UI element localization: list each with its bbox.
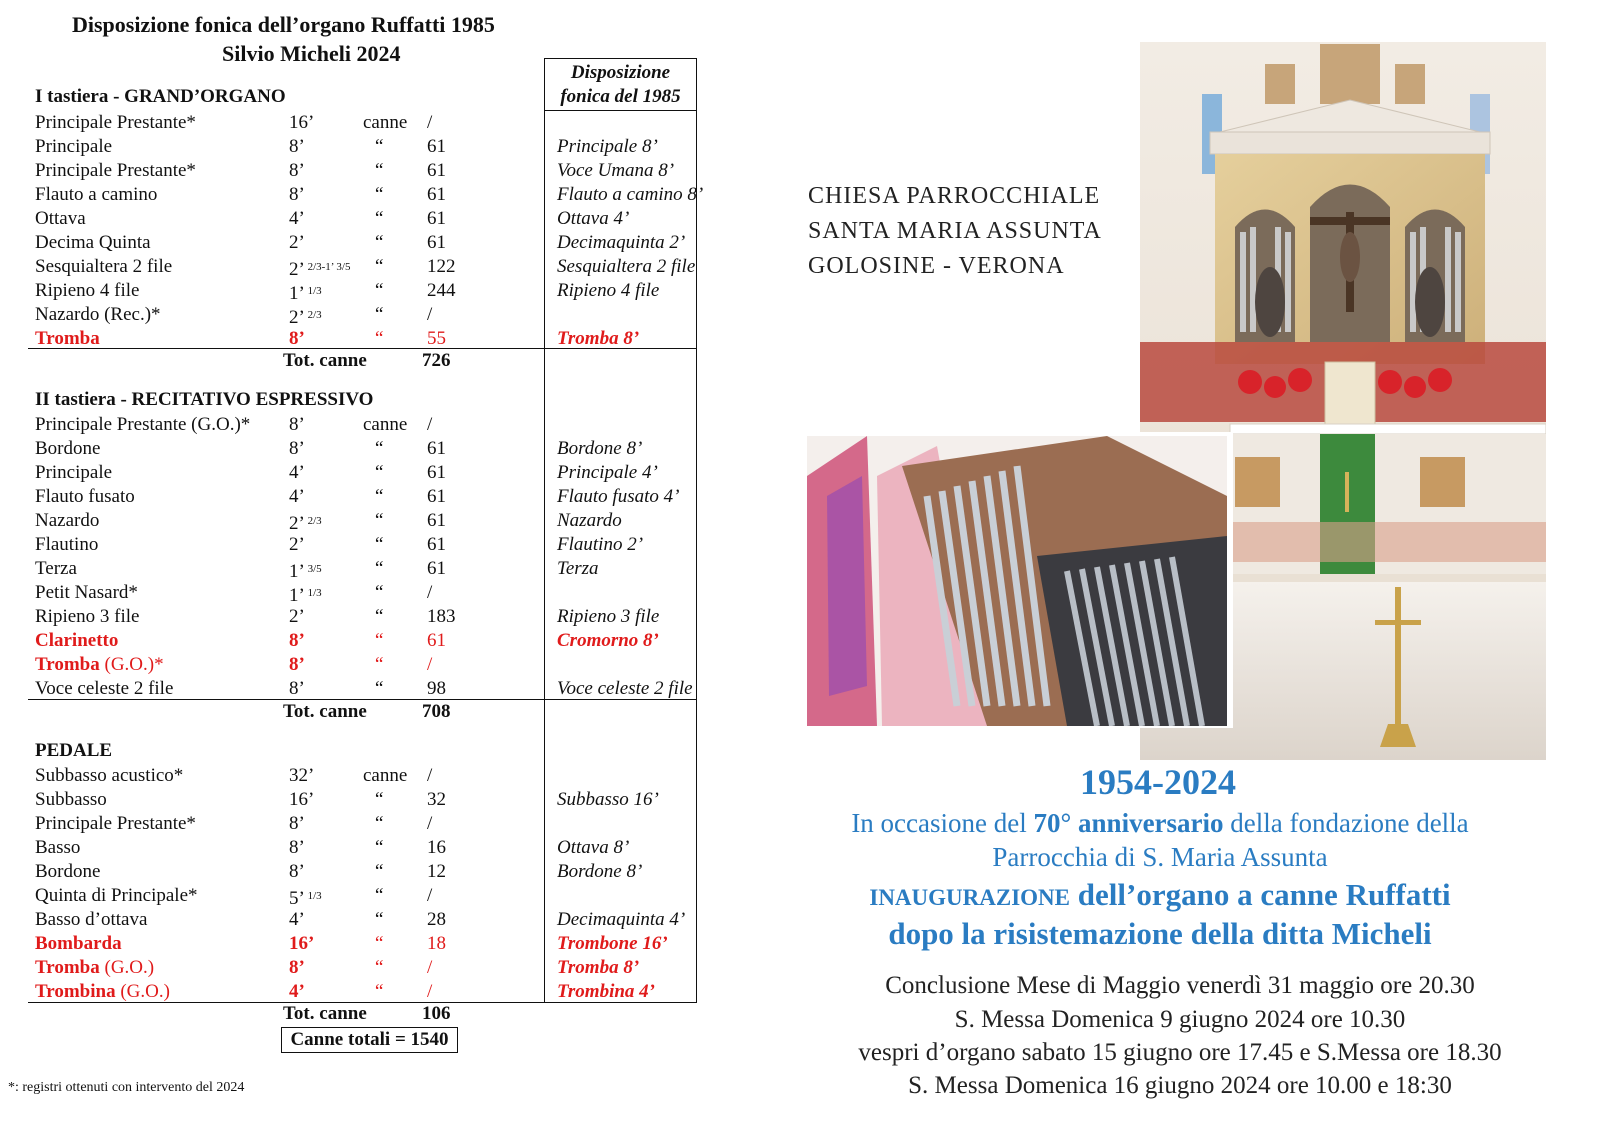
manual1-total-label: Tot. canne <box>283 350 367 371</box>
register-name: Tromba (G.O.) <box>35 957 155 978</box>
anniversary-pre: In occasione del <box>851 808 1034 838</box>
register-1985: Flauto a camino 8’ <box>557 184 704 205</box>
register-pipe-count: / <box>427 957 433 978</box>
register-row <box>35 461 715 485</box>
register-unit: “ <box>375 304 384 325</box>
register-pipe-count: 61 <box>427 510 446 531</box>
register-1985: Bordone 8’ <box>557 438 643 459</box>
register-feet: 8’ <box>289 328 305 349</box>
register-name: Principale Prestante (G.O.)* <box>35 414 251 435</box>
register-unit: “ <box>375 558 384 579</box>
register-1985: Ripieno 3 file <box>557 606 660 627</box>
register-name: Bordone <box>35 861 101 882</box>
register-row <box>35 111 715 135</box>
register-unit: canne <box>363 414 408 435</box>
register-name: Quinta di Principale* <box>35 885 198 906</box>
register-pipe-count: / <box>427 304 433 325</box>
church-line-3: GOLOSINE - VERONA <box>808 253 1065 279</box>
register-row <box>35 509 715 533</box>
register-pipe-count: 61 <box>427 558 446 579</box>
register-1985: Cromorno 8’ <box>557 630 659 651</box>
register-pipe-count: 61 <box>427 462 446 483</box>
register-feet: 8’ <box>289 438 305 459</box>
register-unit: “ <box>375 789 384 810</box>
register-row <box>35 677 715 701</box>
inauguration-line-2: dopo la risistemazione della ditta Micheli <box>888 916 1432 951</box>
register-feet: 32’ <box>289 765 315 786</box>
register-1985: Principale 4’ <box>557 462 658 483</box>
anniversary-post: della fondazione della <box>1223 808 1469 838</box>
register-pipe-count: / <box>427 112 433 133</box>
register-name: Clarinetto <box>35 630 119 651</box>
register-unit: “ <box>375 510 384 531</box>
register-pipe-count: 183 <box>427 606 456 627</box>
register-1985: Ripieno 4 file <box>557 280 660 301</box>
register-name: Bordone <box>35 438 101 459</box>
footnote: *: registri ottenuti con intervento del 2024 <box>8 1080 245 1095</box>
inauguration-caps: INAUGURAZIONE <box>869 885 1071 910</box>
register-row <box>35 485 715 509</box>
register-name: Nazardo <box>35 510 100 531</box>
register-feet: 8’ <box>289 414 305 435</box>
register-unit: “ <box>375 813 384 834</box>
register-feet: 8’ <box>289 837 305 858</box>
register-name: Bombarda <box>35 933 122 954</box>
register-1985: Sesquialtera 2 file <box>557 256 696 277</box>
register-name-suffix: (G.O.)* <box>99 654 164 675</box>
register-unit: “ <box>375 438 384 459</box>
register-feet: 8’ <box>289 630 305 651</box>
register-pipe-count: 122 <box>427 256 456 277</box>
register-name-suffix: (G.O.) <box>115 981 170 1002</box>
register-row <box>35 279 715 303</box>
register-feet-fraction: 1/3 <box>304 587 322 599</box>
register-row <box>35 581 715 605</box>
register-feet: 2’ $^{2/3}$ <box>289 513 322 534</box>
register-1985: Flautino 2’ <box>557 534 644 555</box>
title-line-2: Silvio Micheli 2024 <box>222 41 401 66</box>
register-row <box>35 605 715 629</box>
register-feet: 8’ <box>289 654 305 675</box>
register-row <box>35 231 715 255</box>
register-row <box>35 836 715 860</box>
manual1-title: I tastiera - GRAND’ORGANO <box>35 86 286 107</box>
organ-photo <box>807 432 1233 728</box>
register-name: Decima Quinta <box>35 232 151 253</box>
register-pipe-count: 61 <box>427 486 446 507</box>
register-pipe-count: 61 <box>427 232 446 253</box>
register-pipe-count: / <box>427 654 433 675</box>
register-unit: “ <box>375 957 384 978</box>
register-1985: Principale 8’ <box>557 136 658 157</box>
register-unit: “ <box>375 184 384 205</box>
register-row <box>35 908 715 932</box>
register-unit: canne <box>363 112 408 133</box>
register-1985: Ottava 8’ <box>557 837 630 858</box>
schedule-4: S. Messa Domenica 16 giugno 2024 ore 10.00 e 18:30 <box>908 1072 1452 1099</box>
register-1985: Decimaquinta 4’ <box>557 909 686 930</box>
register-name: Basso d’ottava <box>35 909 148 930</box>
register-feet: 8’ <box>289 678 305 699</box>
register-name: Flauto fusato <box>35 486 135 507</box>
register-feet: 8’ <box>289 136 305 157</box>
register-unit: “ <box>375 885 384 906</box>
register-unit: “ <box>375 328 384 349</box>
register-row <box>35 207 715 231</box>
title-line-1: Disposizione fonica dell’organo Ruffatti 1985 <box>72 12 495 37</box>
register-name: Petit Nasard* <box>35 582 138 603</box>
register-feet: 4’ <box>289 486 305 507</box>
register-pipe-count: / <box>427 885 433 906</box>
manual2-title: II tastiera - RECITATIVO ESPRESSIVO <box>35 389 374 410</box>
register-row <box>35 653 715 677</box>
register-feet: 2’ <box>289 232 305 253</box>
manual2-total: 708 <box>422 701 451 722</box>
church-line-2: SANTA MARIA ASSUNTA <box>808 218 1102 244</box>
register-unit: “ <box>375 232 384 253</box>
register-unit: “ <box>375 462 384 483</box>
register-feet: 5’ $^{1/3}$ <box>289 888 322 909</box>
pedal-title: PEDALE <box>35 740 113 761</box>
pedal-total-label: Tot. canne <box>283 1003 367 1024</box>
register-unit: “ <box>375 861 384 882</box>
register-row <box>35 629 715 653</box>
grand-total-box: Canne totali = 1540 <box>281 1027 458 1053</box>
register-row <box>35 788 715 812</box>
register-1985: Subbasso 16’ <box>557 789 659 810</box>
register-row <box>35 764 715 788</box>
register-name-suffix: (G.O.) <box>99 957 155 978</box>
register-feet: 4’ <box>289 981 305 1002</box>
register-feet: 4’ <box>289 462 305 483</box>
schedule-3: vespri d’organo sabato 15 giugno ore 17.45 e S.Messa ore 18.30 <box>858 1039 1502 1066</box>
register-feet-fraction: 2/3 <box>304 309 322 321</box>
register-pipe-count: / <box>427 765 433 786</box>
register-name: Principale Prestante* <box>35 160 196 181</box>
register-pipe-count: 61 <box>427 208 446 229</box>
register-pipe-count: 61 <box>427 438 446 459</box>
register-feet: 1’ $^{1/3}$ <box>289 283 322 304</box>
register-feet: 4’ <box>289 909 305 930</box>
register-1985: Bordone 8’ <box>557 861 643 882</box>
register-name: Subbasso <box>35 789 107 810</box>
register-feet-fraction: 1/3 <box>304 890 322 902</box>
register-pipe-count: / <box>427 414 433 435</box>
register-feet-fraction: 1/3 <box>304 285 322 297</box>
register-pipe-count: 32 <box>427 789 446 810</box>
register-row <box>35 413 715 437</box>
register-name: Flautino <box>35 534 99 555</box>
years-heading: 1954-2024 <box>1080 762 1236 802</box>
register-unit: “ <box>375 933 384 954</box>
manual2-total-label: Tot. canne <box>283 701 367 722</box>
register-pipe-count: 18 <box>427 933 446 954</box>
register-feet: 16’ <box>289 112 315 133</box>
register-1985: Voce Umana 8’ <box>557 160 675 181</box>
register-feet: 8’ <box>289 813 305 834</box>
register-unit: “ <box>375 678 384 699</box>
register-1985: Tromba 8’ <box>557 328 640 349</box>
register-name: Flauto a camino <box>35 184 158 205</box>
inauguration-rest: dell’organo a canne Ruffatti <box>1070 877 1451 912</box>
register-unit: “ <box>375 280 384 301</box>
register-pipe-count: 61 <box>427 630 446 651</box>
register-feet-fraction: 2/3-1’ 3/5 <box>304 261 351 273</box>
register-row <box>35 159 715 183</box>
register-name: Principale Prestante* <box>35 813 196 834</box>
inauguration-line-1 <box>780 877 1540 913</box>
register-feet: 8’ <box>289 160 305 181</box>
register-1985: Ottava 4’ <box>557 208 630 229</box>
pedal-total: 106 <box>422 1003 451 1024</box>
register-row <box>35 557 715 581</box>
anniversary-line <box>790 808 1530 839</box>
manual2-rule <box>28 699 697 700</box>
church-line-1: CHIESA PARROCCHIALE <box>808 183 1101 209</box>
register-pipe-count: / <box>427 981 433 1002</box>
register-feet: 8’ <box>289 957 305 978</box>
register-pipe-count: 61 <box>427 184 446 205</box>
register-feet: 2’ <box>289 534 305 555</box>
register-name: Nazardo (Rec.)* <box>35 304 161 325</box>
register-name: Principale <box>35 462 113 483</box>
register-1985: Trombina 4’ <box>557 981 655 1002</box>
register-unit: “ <box>375 582 384 603</box>
register-pipe-count: 28 <box>427 909 446 930</box>
schedule-2: S. Messa Domenica 9 giugno 2024 ore 10.30 <box>954 1006 1406 1033</box>
register-pipe-count: 61 <box>427 136 446 157</box>
register-row <box>35 303 715 327</box>
register-unit: “ <box>375 160 384 181</box>
register-feet-fraction: 2/3 <box>304 515 322 527</box>
register-feet: 16’ <box>289 933 315 954</box>
register-unit: “ <box>375 208 384 229</box>
register-pipe-count: 61 <box>427 534 446 555</box>
register-1985: Terza <box>557 558 599 579</box>
register-feet: 1’ $^{1/3}$ <box>289 585 322 606</box>
register-feet-fraction: 3/5 <box>304 563 322 575</box>
register-name: Ripieno 4 file <box>35 280 140 301</box>
register-row <box>35 860 715 884</box>
register-feet: 2’ <box>289 606 305 627</box>
register-unit: “ <box>375 837 384 858</box>
register-1985: Decimaquinta 2’ <box>557 232 686 253</box>
register-row <box>35 183 715 207</box>
register-unit: “ <box>375 654 384 675</box>
register-name: Trombina (G.O.) <box>35 981 170 1002</box>
register-row <box>35 884 715 908</box>
register-feet: 1’ $^{3/5}$ <box>289 561 322 582</box>
register-unit: “ <box>375 534 384 555</box>
register-feet: 2’ $^{2/3-1’ 3/5}$ <box>289 259 351 280</box>
register-pipe-count: / <box>427 813 433 834</box>
register-name: Ripieno 3 file <box>35 606 140 627</box>
register-name: Principale Prestante* <box>35 112 196 133</box>
register-pipe-count: / <box>427 582 433 603</box>
register-name: Tromba (G.O.)* <box>35 654 164 675</box>
anniversary-bold: 70° anniversario <box>1033 808 1224 838</box>
register-unit: “ <box>375 909 384 930</box>
register-row <box>35 956 715 980</box>
register-unit: “ <box>375 606 384 627</box>
register-pipe-count: 61 <box>427 160 446 181</box>
manual1-total: 726 <box>422 350 451 371</box>
register-pipe-count: 55 <box>427 328 446 349</box>
register-row <box>35 932 715 956</box>
register-unit: canne <box>363 765 408 786</box>
register-pipe-count: 12 <box>427 861 446 882</box>
register-1985: Trombone 16’ <box>557 933 668 954</box>
register-name: Sesquialtera 2 file <box>35 256 173 277</box>
register-feet: 4’ <box>289 208 305 229</box>
box-line-2: fonica del 1985 <box>560 86 681 107</box>
register-pipe-count: 244 <box>427 280 456 301</box>
register-pipe-count: 98 <box>427 678 446 699</box>
register-1985: Nazardo <box>557 510 622 531</box>
register-row <box>35 533 715 557</box>
register-unit: “ <box>375 256 384 277</box>
register-row <box>35 437 715 461</box>
register-1985: Voce celeste 2 file <box>557 678 693 699</box>
register-name: Principale <box>35 136 113 157</box>
manual1-rule <box>28 348 697 349</box>
schedule-1: Conclusione Mese di Maggio venerdì 31 maggio ore 20.30 <box>885 972 1475 999</box>
register-feet: 16’ <box>289 789 315 810</box>
register-name: Tromba <box>35 328 100 349</box>
register-name: Terza <box>35 558 77 579</box>
register-name: Voce celeste 2 file <box>35 678 174 699</box>
register-unit: “ <box>375 136 384 157</box>
register-feet: 8’ <box>289 861 305 882</box>
register-row <box>35 812 715 836</box>
register-feet: 2’ $^{2/3}$ <box>289 307 322 328</box>
box-line-1: Disposizione <box>570 62 671 83</box>
register-unit: “ <box>375 630 384 651</box>
register-1985: Tromba 8’ <box>557 957 640 978</box>
parish-line: Parrocchia di S. Maria Assunta <box>992 842 1328 872</box>
register-name: Ottava <box>35 208 86 229</box>
register-pipe-count: 16 <box>427 837 446 858</box>
register-unit: “ <box>375 486 384 507</box>
register-name: Basso <box>35 837 81 858</box>
register-row <box>35 135 715 159</box>
register-feet: 8’ <box>289 184 305 205</box>
register-row <box>35 980 715 1004</box>
register-row <box>35 255 715 279</box>
register-unit: “ <box>375 981 384 1002</box>
disposition-1985-header <box>544 58 697 111</box>
register-1985: Flauto fusato 4’ <box>557 486 680 507</box>
register-name: Subbasso acustico* <box>35 765 184 786</box>
